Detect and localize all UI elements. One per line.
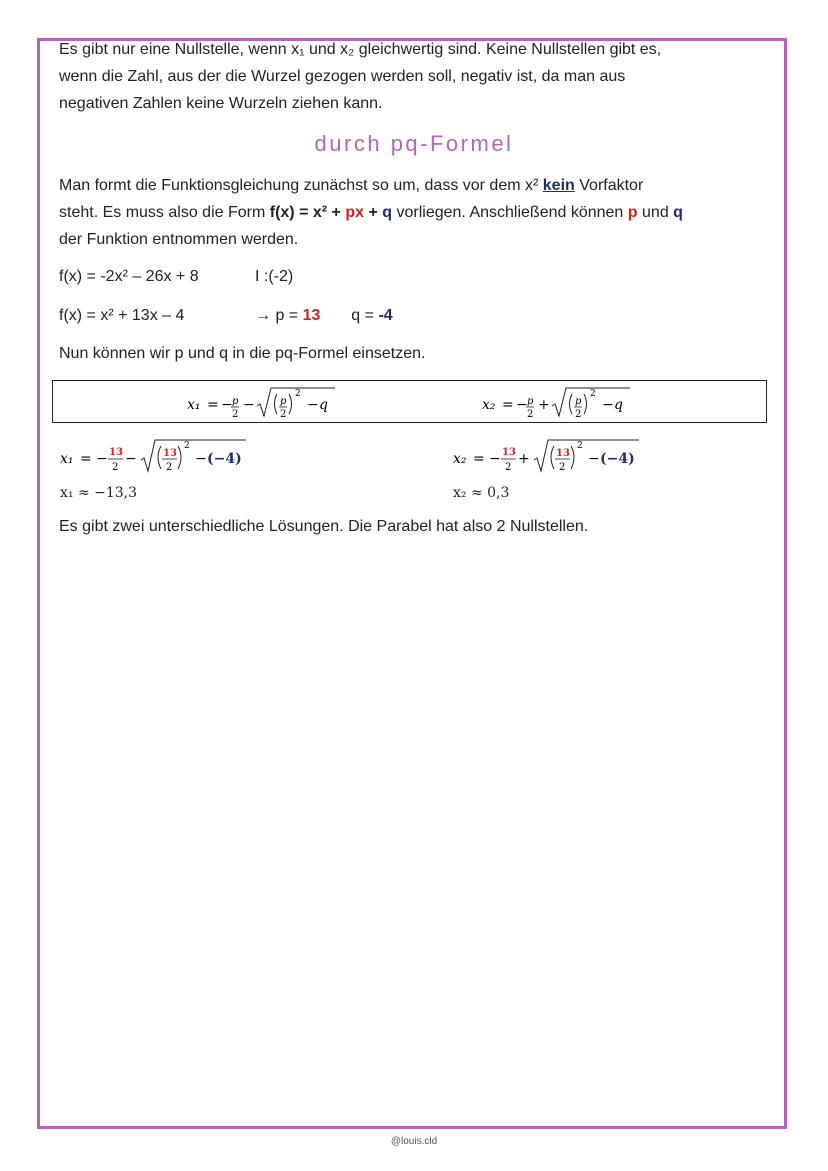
frac-numerator-13: 13 — [109, 447, 123, 458]
normal-form-fx: f(x) = x² + — [269, 204, 341, 221]
x2-symbol: x₂ — [482, 397, 496, 413]
frac-numerator-p: p — [575, 396, 582, 407]
kein-emphasis: kein — [542, 177, 575, 194]
equals-sign: = — [80, 451, 92, 467]
minus-sign: − — [96, 451, 108, 467]
equation-1-operation: I :(-2) — [255, 268, 294, 285]
x1-symbol: x₁ — [60, 451, 74, 467]
general-formula-x2 — [480, 382, 640, 422]
exponent-2: 2 — [590, 389, 596, 399]
arrow-icon: → — [255, 307, 271, 324]
q-substituted: (−4) — [207, 451, 242, 467]
section-heading: durch pq-Formel — [314, 131, 514, 156]
pq-formula-box — [52, 380, 767, 423]
normal-form-q: q — [382, 204, 393, 221]
explanation-text: Man formt die Funktionsgleichung zunächst so um, dass vor dem x² — [59, 177, 539, 194]
frac-denominator-2: 2 — [166, 462, 173, 473]
substituted-formula-x1 — [58, 435, 258, 477]
minus-sign: − — [307, 397, 319, 413]
q-symbol: q — [614, 397, 623, 413]
substituted-formula-x2 — [451, 435, 651, 477]
frac-denominator-2: 2 — [112, 462, 119, 473]
equation-2: f(x) = x² + 13x – 4 — [59, 307, 185, 324]
frac-numerator-p: p — [280, 396, 287, 407]
minus-sign: − — [243, 397, 255, 413]
q-symbol: q — [319, 397, 328, 413]
frac-denominator-2: 2 — [505, 462, 512, 473]
insert-instruction: Nun können wir p und q in die pq-Formel einsetzen. — [59, 345, 426, 362]
minus-sign: − — [516, 397, 528, 413]
explanation-text: Vorfaktor — [579, 177, 644, 194]
q-label: q = — [351, 307, 374, 324]
frac-denominator-2: 2 — [232, 409, 239, 420]
explanation-text: vorliegen. Anschließend können — [396, 204, 624, 221]
normal-form-px: px — [345, 204, 365, 221]
frac-numerator-13: 13 — [502, 447, 516, 458]
minus-sign: − — [489, 451, 501, 467]
equals-sign: = — [502, 397, 514, 413]
equation-1: f(x) = -2x² – 26x + 8 — [59, 268, 199, 285]
explanation-text: und — [642, 204, 669, 221]
exponent-2: 2 — [577, 441, 583, 451]
frac-numerator-13: 13 — [556, 448, 570, 459]
general-formula-x1 — [185, 382, 345, 422]
equals-sign: = — [207, 397, 219, 413]
minus-sign: − — [221, 397, 233, 413]
intro-line-3: negativen Zahlen keine Wurzeln ziehen kann. — [59, 95, 383, 112]
frac-numerator-p: p — [232, 396, 239, 407]
q-highlight: q — [673, 204, 683, 221]
explanation-line-3: der Funktion entnommen werden. — [59, 231, 299, 248]
p-highlight: p — [627, 204, 638, 221]
q-substituted: (−4) — [600, 451, 635, 467]
x2-symbol: x₂ — [453, 451, 467, 467]
p-label: p = — [275, 307, 299, 324]
frac-numerator-13: 13 — [163, 448, 177, 459]
intro-line-2: wenn die Zahl, aus der die Wurzel gezogen werden soll, negativ ist, da man aus — [59, 68, 626, 85]
equals-sign: = — [473, 451, 485, 467]
minus-sign: − — [195, 451, 207, 467]
explanation-line-1 — [59, 172, 643, 199]
minus-sign: − — [125, 451, 137, 467]
minus-sign: − — [588, 451, 600, 467]
pq-values — [255, 302, 393, 329]
frac-denominator-2: 2 — [527, 409, 534, 420]
frac-denominator-2: 2 — [575, 409, 582, 420]
explanation-text: steht. Es muss also die Form — [59, 204, 266, 221]
intro-line-1: Es gibt nur eine Nullstelle, wenn x₁ und x₂ gleichwertig sind. Keine Nullstellen gibt es, — [59, 41, 662, 58]
exponent-2: 2 — [295, 389, 301, 399]
normal-form-plus: + — [368, 204, 378, 221]
explanation-line-2 — [59, 199, 683, 226]
x1-symbol: x₁ — [187, 397, 201, 413]
plus-sign: + — [518, 451, 530, 467]
conclusion: Es gibt zwei unterschiedliche Lösungen. Die Parabel hat also 2 Nullstellen. — [59, 518, 589, 535]
result-x1: x₁ ≈ −13,3 — [60, 485, 138, 501]
frac-denominator-2: 2 — [280, 409, 287, 420]
plus-sign: + — [538, 397, 550, 413]
q-value: -4 — [378, 307, 393, 324]
exponent-2: 2 — [184, 441, 190, 451]
minus-sign: − — [602, 397, 614, 413]
frac-denominator-2: 2 — [559, 462, 566, 473]
frac-numerator-p: p — [527, 396, 534, 407]
footer-credit: @louis.cld — [390, 1136, 438, 1147]
p-value: 13 — [302, 307, 321, 324]
result-x2: x₂ ≈ 0,3 — [453, 485, 510, 501]
